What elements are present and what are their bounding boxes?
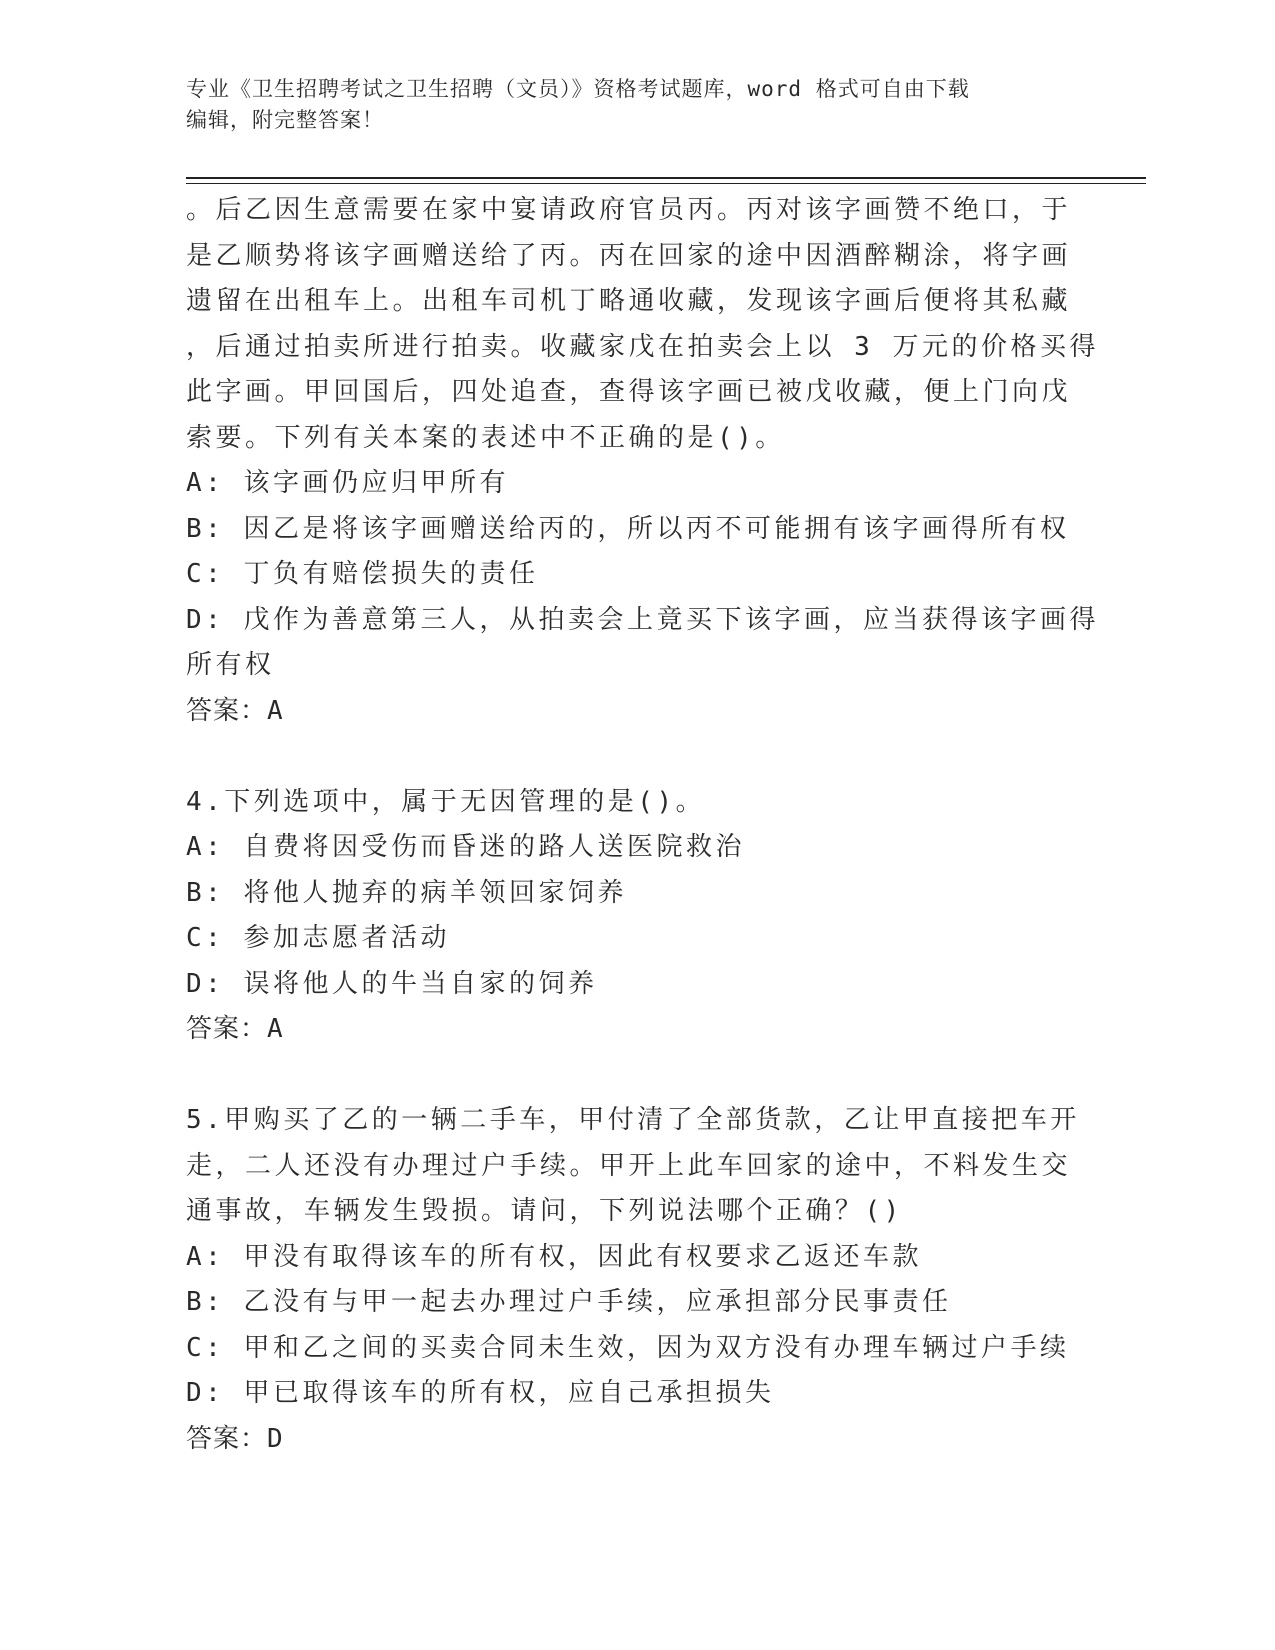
- option-d: D: 戊作为善意第三人，从拍卖会上竟买下该字画，应当获得该字画得: [186, 604, 1099, 635]
- header-divider: [186, 177, 1146, 184]
- question-content: [186, 188, 1099, 1462]
- option-a: A: 该字画仍应归甲所有: [186, 468, 509, 498]
- answer: [186, 1417, 1086, 1463]
- option-d-continued: 所有权: [186, 650, 275, 680]
- question-stem-line: 是乙顺势将该字画赠送给了丙。丙在回家的途中因酒醉糊涂，将字画: [186, 240, 1072, 271]
- question-stem-line: 遗留在出租车上。出租车司机丁略通收藏，发现该字画后便将其私藏: [186, 286, 1072, 316]
- option-b: B: 乙没有与甲一起去办理过户手续，应承担部分民事责任: [186, 1287, 952, 1317]
- option-a: A: 自费将因受伤而昏迷的路人送医院救治: [186, 832, 745, 862]
- header-line-1: 专业《卫生招聘考试之卫生招聘（文员）》资格考试题库，word 格式可自由下载: [186, 77, 970, 101]
- question-stem-line: 走，二人还没有办理过户手续。甲开上此车回家的途中，不料发生交: [186, 1150, 1072, 1181]
- option-c: C: 参加志愿者活动: [186, 923, 450, 953]
- header-line-2: 编辑，附完整答案！: [186, 108, 384, 132]
- question-stem-line: 通事故，车辆发生毁损。请问，下列说法哪个正确？(): [186, 1196, 903, 1226]
- page-header: [186, 74, 1066, 136]
- spacer: [186, 734, 1086, 780]
- spacer: [186, 1053, 1086, 1099]
- answer: [186, 1007, 1086, 1053]
- question-stem-line: ，后通过拍卖所进行拍卖。收藏家戊在拍卖会上以 3 万元的价格买得: [186, 331, 1099, 362]
- question-stem-line: 4.下列选项中，属于无因管理的是()。: [186, 786, 706, 817]
- answer-value: D: [267, 1423, 284, 1454]
- option-c: C: 丁负有赔偿损失的责任: [186, 559, 539, 589]
- question-5: [186, 1098, 1086, 1462]
- question-stem-line: 此字画。甲回国后，四处追查，查得该字画已被戊收藏，便上门向戊: [186, 377, 1072, 407]
- answer-label: 答案：: [186, 1014, 268, 1044]
- option-d: D: 误将他人的牛当自家的饲养: [186, 968, 598, 999]
- question-stem-line: 索要。下列有关本案的表述中不正确的是()。: [186, 422, 785, 453]
- answer-value: A: [267, 695, 284, 726]
- answer: [186, 689, 1086, 735]
- question-4: [186, 780, 1086, 1053]
- question-stem-line: 5.甲购买了乙的一辆二手车，甲付清了全部货款，乙让甲直接把车开: [186, 1105, 1080, 1135]
- option-b: B: 将他人抛弃的病羊领回家饲养: [186, 877, 627, 908]
- answer-label: 答案：: [186, 695, 268, 726]
- option-c: C: 甲和乙之间的买卖合同未生效，因为双方没有办理车辆过户手续: [186, 1332, 1070, 1363]
- question-3: [186, 188, 1099, 734]
- option-d: D: 甲已取得该车的所有权，应自己承担损失: [186, 1378, 775, 1408]
- option-b: B: 因乙是将该字画赠送给丙的，所以丙不可能拥有该字画得所有权: [186, 513, 1070, 544]
- option-a: A: 甲没有取得该车的所有权，因此有权要求乙返还车款: [186, 1241, 922, 1272]
- answer-label: 答案：: [186, 1423, 268, 1454]
- answer-value: A: [267, 1014, 284, 1044]
- question-stem-line: 。后乙因生意需要在家中宴请政府官员丙。丙对该字画赞不绝口，于: [186, 195, 1072, 225]
